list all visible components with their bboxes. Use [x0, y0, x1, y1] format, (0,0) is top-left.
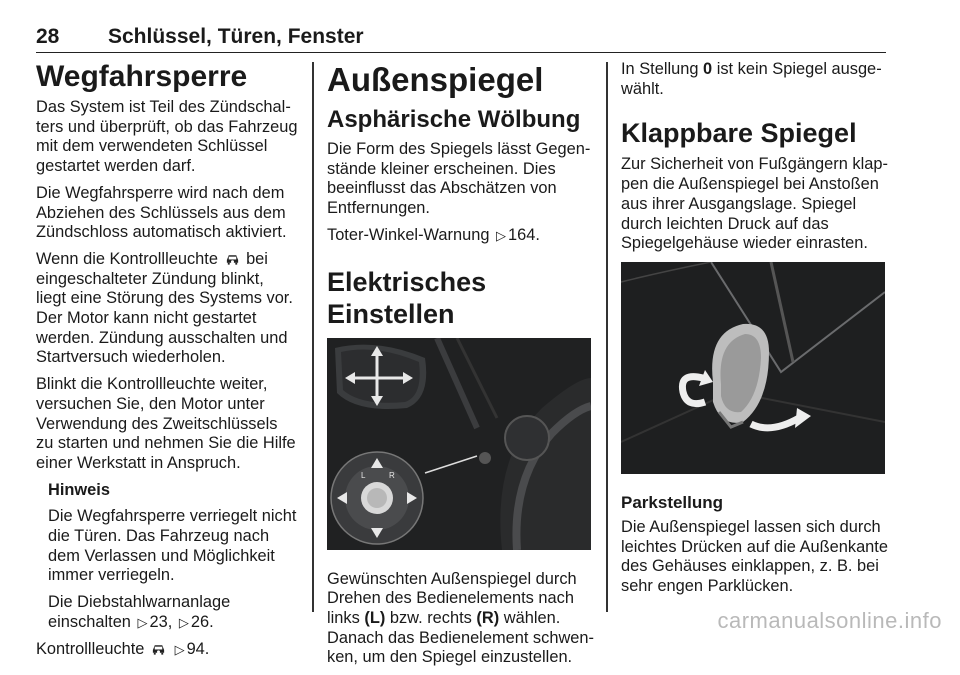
note-text: Die Diebstahlwarnanlage einschalten ▷ 23, ▷ 26. — [48, 593, 231, 631]
paragraph: Wenn die Kontrollleuchte bei eingeschalteter Zündung blinkt, liegt eine Störung des Systems vor. Der Motor kann nicht gestartet werden. Zündung ausschalten und Startversuch wiederholen. — [36, 249, 293, 367]
note-box — [36, 481, 298, 633]
note-title: Hinweis — [48, 480, 110, 499]
section-heading: Außenspiegel — [327, 61, 544, 98]
page-reference-link[interactable]: 26. — [190, 612, 214, 631]
subsection-heading: Klappbare Spiegel — [621, 118, 857, 149]
paragraph: Die Wegfahrsperre wird nach dem Abziehen des Schlüssels aus dem Zündschloss automatisch aktiviert. — [36, 183, 287, 242]
subsection-heading: Elektrisches Einstellen — [327, 266, 487, 329]
paragraph: Die Form des Spiegels lässt Gegenstände kleiner erscheinen. Dies beeinflusst das Abschätzen von Entfernungen. — [327, 140, 591, 218]
car-key-warning-icon — [225, 252, 240, 266]
mirror-control-illustration — [327, 338, 591, 550]
section-heading: Wegfahrsperre — [36, 60, 248, 93]
column-divider — [312, 62, 314, 612]
subsection-heading: Parkstellung — [621, 492, 724, 512]
paragraph: Das System ist Teil des Zündschalters und überprüft, ob das Fahrzeug mit dem verwendeten Schlüssel gestartet werden darf. — [36, 98, 298, 176]
paragraph: Gewünschten Außenspiegel durch Drehen des Bedienelements nach links (L) bzw. rechts (R) wählen. Danach das Bedienelement schwenken, um den Spiegel einzustellen. — [327, 569, 594, 667]
page-reference-link[interactable]: 23, — [149, 612, 173, 631]
paragraph: Kontrollleuchte ▷ 94. — [36, 639, 210, 658]
subsection-heading: Asphärische Wölbung — [327, 106, 581, 133]
position-zero: 0 — [703, 60, 713, 78]
paragraph: In Stellung 0 ist kein Spiegel ausgewählt. — [621, 60, 882, 98]
paragraph: Toter-Winkel-Warnung ▷ 164. — [327, 225, 540, 244]
label-left: (L) — [364, 608, 386, 627]
column-folding-mirrors — [621, 60, 889, 604]
reference-arrow-icon: ▷ — [178, 614, 189, 630]
reference-arrow-icon: ▷ — [174, 641, 185, 657]
page-number: 28 — [36, 25, 60, 48]
page-reference-link[interactable]: 94. — [186, 639, 210, 658]
column-mirrors — [327, 60, 595, 675]
column-immobiliser — [36, 60, 298, 666]
page-title: Schlüssel, Türen, Fenster — [108, 25, 364, 48]
folding-mirror-illustration — [621, 262, 885, 474]
car-key-warning-icon — [151, 642, 166, 656]
paragraph: Blinkt die Kontrollleuchte weiter, versuchen Sie, den Motor unter Verwendung des Zweitschlüssels zu starten und nehmen Sie die Hilfe einer Werkstatt in Anspruch. — [36, 375, 296, 472]
column-divider — [606, 62, 608, 612]
reference-arrow-icon: ▷ — [137, 614, 148, 630]
paragraph: Die Außenspiegel lassen sich durch leichtes Drücken auf die Außenkante des Gehäuses einklappen, z. B. bei sehr engen Parklücken. — [621, 517, 888, 596]
page-reference-link[interactable]: 164. — [508, 225, 540, 244]
paragraph: Zur Sicherheit von Fußgängern klappen die Außenspiegel bei Anstoßen aus ihrer Ausgangslage. Spiegel durch leichten Druck auf das Spiegelgehäuse wieder einrasten. — [621, 155, 888, 253]
label-right: (R) — [476, 608, 500, 627]
note-text: Die Wegfahrsperre verriegelt nicht die Türen. Das Fahrzeug nach dem Verlassen und Möglichkeit immer verriegeln. — [48, 507, 297, 585]
svg-text:R: R — [389, 470, 395, 480]
watermark: carmanualsonline.info — [717, 608, 942, 633]
page-header — [36, 22, 886, 53]
reference-arrow-icon: ▷ — [496, 227, 506, 243]
svg-text:L: L — [361, 470, 366, 480]
